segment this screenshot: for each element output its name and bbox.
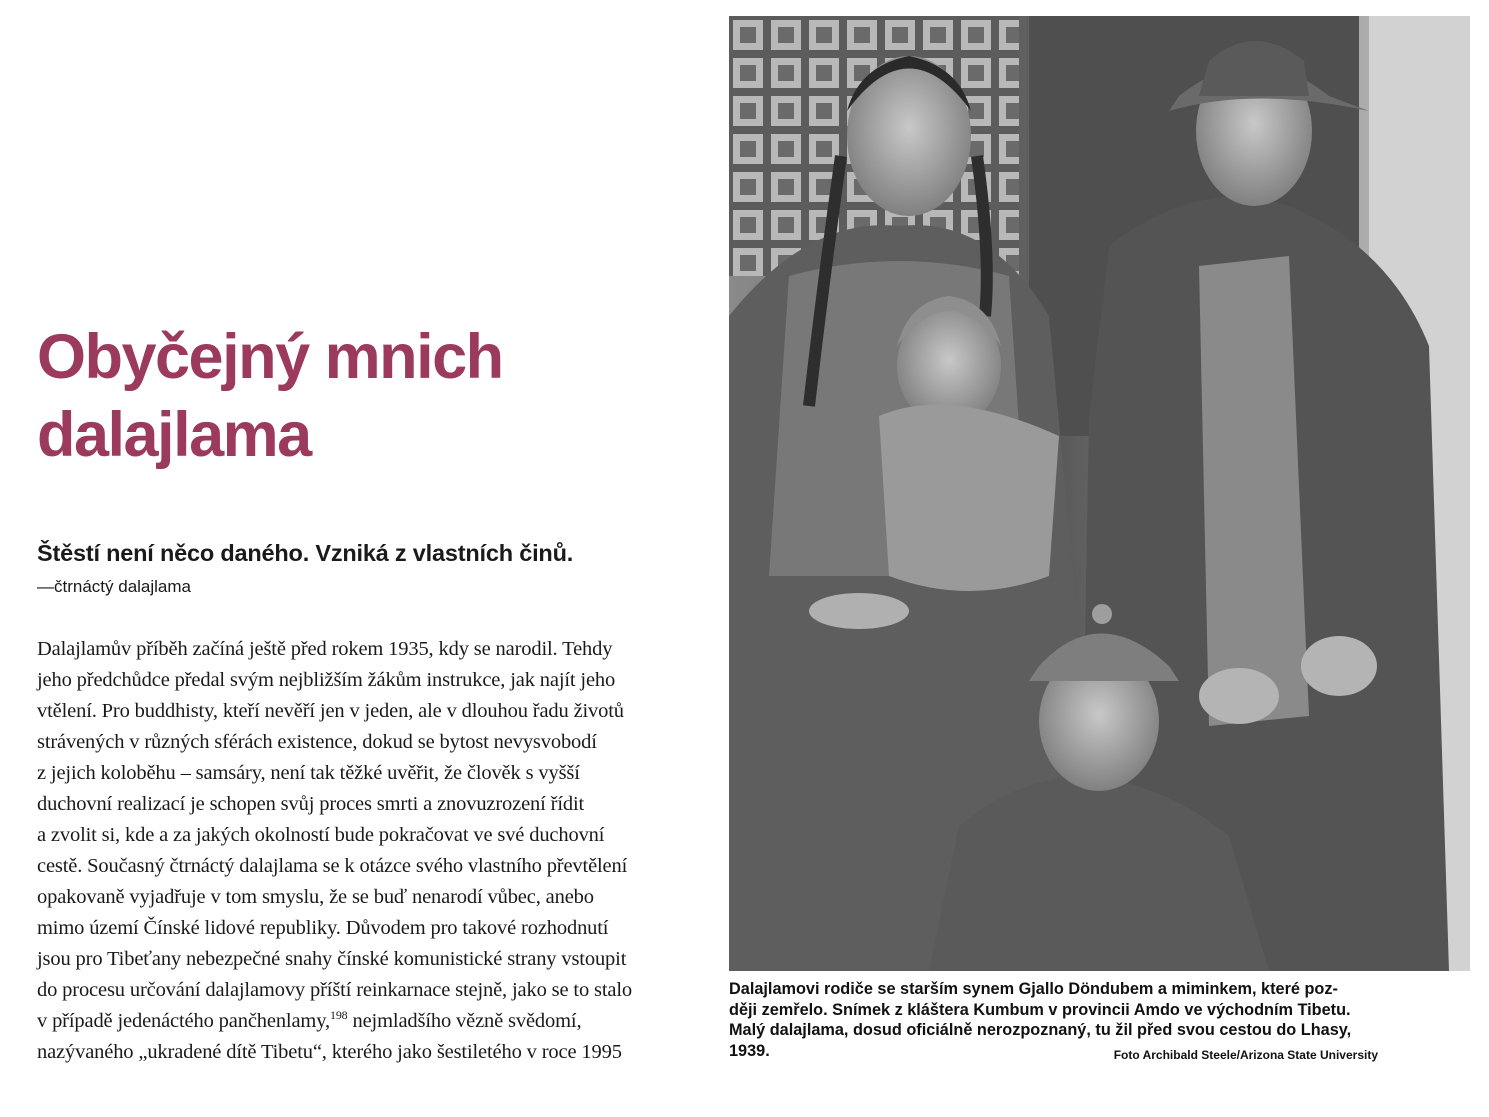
- body-line: a zvolit si, kde a za jakých okolností bude pokračovat ve své duchovní: [37, 824, 605, 846]
- epigraph-attribution: —čtrnáctý dalajlama: [37, 577, 192, 596]
- body-line: cestě. Současný čtrnáctý dalajlama se k otázce svého vlastního převtělení: [37, 855, 628, 877]
- body-line: jeho předchůdce předal svým nejbližším žákům instrukce, jak najít jeho: [37, 669, 616, 691]
- photo-credit: Foto Archibald Steele/Arizona State University: [1113, 1048, 1378, 1062]
- family-photo-illustration: [729, 16, 1470, 971]
- family-photo: [729, 16, 1470, 971]
- chapter-title-line-2: dalajlama: [37, 400, 311, 470]
- chapter-title: [37, 318, 677, 474]
- body-line: nazývaného „ukradené dítě Tibetu“, kterého jako šestiletého v roce 1995: [37, 1041, 622, 1063]
- body-line: opakovaně vyjadřuje v tom smyslu, že se buď nenarodí vůbec, anebo: [37, 886, 594, 908]
- body-line: strávených v různých sférách existence, dokud se bytost nevysvobodí: [37, 731, 597, 753]
- caption-line: 1939.: [729, 1041, 770, 1060]
- body-text-fragment: nejmladšího vězně svědomí,: [347, 1010, 582, 1032]
- body-line: duchovní realizací je schopen svůj proces smrti a znovuzrození řídit: [37, 793, 585, 815]
- caption-line: Malý dalajlama, dosud oficiálně nerozpoznaný, tu žil před svou cestou do Lhasy,: [729, 1021, 1352, 1039]
- body-line-with-footnote: [37, 1006, 697, 1037]
- body-line: do procesu určování dalajlamovy příští reinkarnace stejně, jako se to stalo: [37, 979, 633, 1001]
- epigraph-quote: Štěstí není něco daného. Vzniká z vlastních činů.: [37, 540, 574, 566]
- caption-line: Dalajlamovi rodiče se starším synem Gjallo Döndubem a miminkem, které poz-: [729, 980, 1338, 998]
- chapter-title-line-1: Obyčejný mnich: [37, 322, 503, 392]
- body-line: mimo území Čínské lidové republiky. Důvodem pro takové rozhodnutí: [37, 917, 609, 939]
- body-line: vtělení. Pro buddhisty, kteří nevěří jen v jeden, ale v dlouhou řadu životů: [37, 700, 624, 722]
- body-paragraph: [37, 634, 697, 1068]
- footnote-reference[interactable]: 198: [329, 1008, 348, 1022]
- body-text-fragment: v případě jedenáctého pančhenlamy,: [37, 1010, 330, 1032]
- caption-line: ději zemřelo. Snímek z kláštera Kumbum v provincii Amdo ve východním Tibetu.: [729, 1000, 1351, 1019]
- body-line: jsou pro Tibeťany nebezpečné snahy čínské komunistické strany vstoupit: [37, 948, 627, 970]
- body-line: z jejich koloběhu – samsáry, není tak těžké uvěřit, že člověk s vyšší: [37, 762, 580, 784]
- body-line: Dalajlamův příběh začíná ještě před rokem 1935, kdy se narodil. Tehdy: [37, 638, 613, 660]
